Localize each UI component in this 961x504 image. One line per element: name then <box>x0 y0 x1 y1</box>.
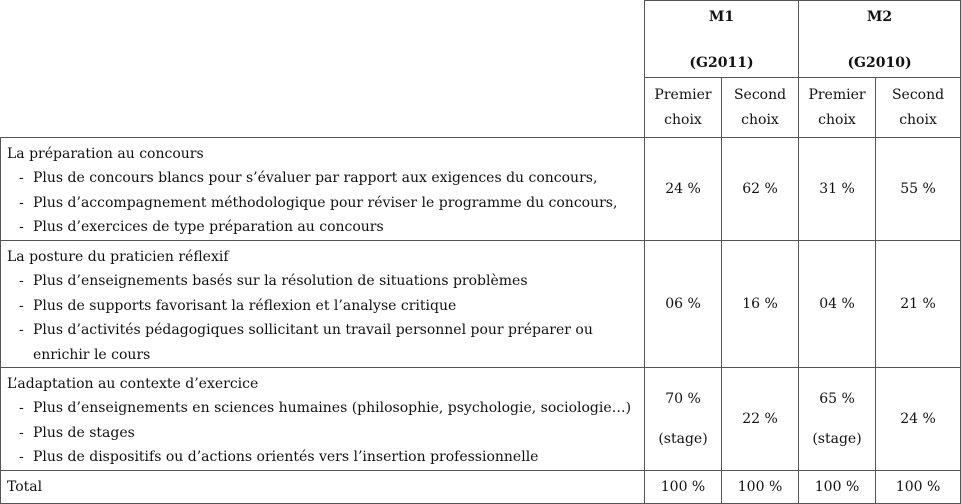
list-item <box>7 396 640 421</box>
dash-bullet: - <box>19 424 24 441</box>
table-row-total <box>1 470 961 503</box>
value-cell: 04 % <box>799 241 876 368</box>
subheader-line: Second <box>733 86 787 103</box>
table-row-posture <box>1 241 961 368</box>
list-item <box>7 215 640 240</box>
value-cell-stage <box>799 368 876 471</box>
list-item-text: Plus d’enseignements basés sur la résolution de situations problèmes <box>33 273 528 289</box>
total-value-cell: 100 % <box>645 470 722 503</box>
value-cell: 06 % <box>645 241 722 368</box>
section-label-cell <box>1 241 645 368</box>
header-group-row <box>1 1 961 78</box>
total-value-cell: 100 % <box>799 470 876 503</box>
value-text: 65 % <box>819 390 855 407</box>
corner-blank-cell <box>1 1 645 138</box>
list-item-text: Plus de dispositifs ou d’actions orientés vers l’insertion professionnelle <box>33 449 539 465</box>
list-item-text: Plus d’activités pédagogiques sollicitant un travail personnel pour préparer ou enrichir le cours <box>33 322 593 363</box>
section-title: La préparation au concours <box>7 146 204 162</box>
list-item-text: Plus d’enseignements en sciences humaines (philosophie, psychologie, sociologie…) <box>33 400 632 416</box>
value-note: (stage) <box>812 430 862 447</box>
list-item <box>7 294 640 319</box>
subheader-line: choix <box>818 111 856 128</box>
value-cell: 31 % <box>799 138 876 241</box>
group-header-m1 <box>645 1 799 78</box>
subheader-line: choix <box>741 111 779 128</box>
group-header-m2 <box>799 1 961 78</box>
section-item-list <box>7 166 640 240</box>
section-title: L’adaptation au contexte d’exercice <box>7 376 259 392</box>
total-value-cell: 100 % <box>722 470 799 503</box>
value-cell: 22 % <box>722 368 799 471</box>
list-item-text: Plus de stages <box>33 424 135 441</box>
value-cell: 16 % <box>722 241 799 368</box>
list-item <box>7 445 640 470</box>
dash-bullet: - <box>19 194 24 211</box>
subheader-line: choix <box>664 111 702 128</box>
section-label-cell <box>1 138 645 241</box>
subheader-m2-first-choice <box>799 78 876 138</box>
value-note: (stage) <box>658 430 708 447</box>
list-item-text: Plus de concours blancs pour s’évaluer par rapport aux exigences du concours, <box>33 170 598 186</box>
value-cell: 21 % <box>876 241 961 368</box>
list-item <box>7 421 640 446</box>
value-cell: 24 % <box>645 138 722 241</box>
subheader-m1-first-choice <box>645 78 722 138</box>
group-name: M1 <box>708 8 735 25</box>
subheader-line: Premier <box>808 86 866 103</box>
list-item <box>7 166 640 191</box>
group-cohort: (G2011) <box>689 54 754 71</box>
dash-bullet: - <box>19 400 24 416</box>
value-cell: 62 % <box>722 138 799 241</box>
value-text: 70 % <box>665 390 701 407</box>
value-cell: 55 % <box>876 138 961 241</box>
section-item-list <box>7 396 640 470</box>
total-label: Total <box>1 470 645 503</box>
total-value-cell: 100 % <box>876 470 961 503</box>
section-label-cell <box>1 368 645 471</box>
subheader-m1-second-choice <box>722 78 799 138</box>
dash-bullet: - <box>19 273 24 289</box>
list-item-text: Plus d’exercices de type préparation au concours <box>33 219 384 235</box>
dash-bullet: - <box>19 219 24 235</box>
list-item <box>7 269 640 294</box>
value-cell: 24 % <box>876 368 961 471</box>
group-cohort: (G2010) <box>847 54 912 71</box>
subheader-line: Premier <box>654 86 712 103</box>
table-row-concours <box>1 138 961 241</box>
value-cell-stage <box>645 368 722 471</box>
section-item-list <box>7 269 640 367</box>
dash-bullet: - <box>19 297 24 314</box>
subheader-m2-second-choice <box>876 78 961 138</box>
group-name: M2 <box>866 8 893 25</box>
subheader-line: choix <box>899 111 937 128</box>
subheader-line: Second <box>891 86 945 103</box>
list-item <box>7 318 640 367</box>
table-row-adaptation <box>1 368 961 471</box>
list-item <box>7 191 640 216</box>
section-title: La posture du praticien réflexif <box>7 249 229 265</box>
list-item-text: Plus d’accompagnement méthodologique pour réviser le programme du concours, <box>33 194 618 211</box>
dash-bullet: - <box>19 449 24 465</box>
list-item-text: Plus de supports favorisant la réflexion et l’analyse critique <box>33 297 457 314</box>
dash-bullet: - <box>19 170 24 186</box>
dash-bullet: - <box>19 322 24 338</box>
